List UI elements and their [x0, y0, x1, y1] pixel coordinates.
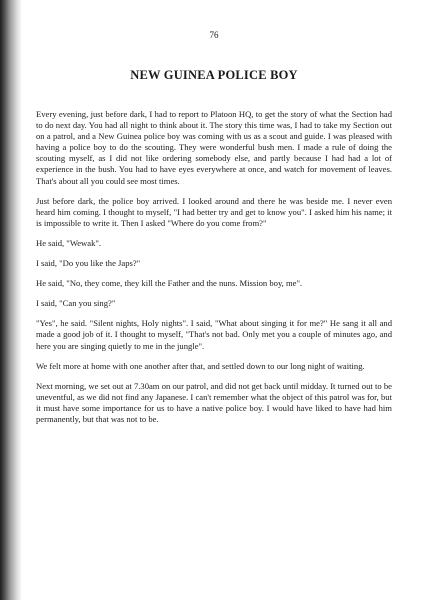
paragraph: He said, "No, they come, they kill the Father and the nuns. Mission boy, me".	[36, 278, 303, 289]
paragraph: He said, "Wewak".	[36, 237, 102, 248]
paragraph: We felt more at home with one another after that, and settled down to our long night of waiting.	[36, 360, 365, 371]
paragraph: I said, "Can you sing?"	[36, 298, 116, 309]
paragraph: Just before dark, the police boy arrived. I looked around and there he was beside me. I never even heard him coming. I thought to myself, "I had better try and get to know you". I asked him his name; it is impossible to write it. Then I asked "Where do you come from?"	[36, 195, 392, 228]
paragraph: Every evening, just before dark, I had to report to Platoon HQ, to get the story of what the Section had to do next day. You had all night to think about it. The story this time was, I had to take my Section out on a patrol, and a New Guinea police boy was coming with us as a scout and guide. I was pleased with having a police boy to do the scouting. They were wonderful bush men. I made a rule of doing the scouting myself, as I did not like ordering somebody else, and partly because I had had a lot of experience in the bush. You had to have eyes everywhere at once, and watch for movement of leaves. That's about all you could see most times.	[36, 109, 392, 186]
chapter-title: NEW GUINEA POLICE BOY	[130, 68, 298, 82]
body-text	[36, 109, 392, 425]
paragraph: I said, "Do you like the Japs?"	[36, 258, 141, 269]
page-number: 76	[209, 30, 219, 40]
binding-shadow	[0, 0, 22, 600]
paragraph: Next morning, we set out at 7.30am on our patrol, and did not get back until midday. It turned out to be uneventful, as we did not find any Japanese. I can't remember what the object of this patrol was for, but it must have some importance for us to have a native police boy. I would have liked to have had him permanently, but that was not to be.	[36, 380, 392, 424]
paragraph: "Yes", he said. "Silent nights, Holy nights". I said, "What about singing it for me?" He sang it all and made a good job of it. I thought to myself, "That's not bad. Only met you a couple of minutes ago, and here you are singing quietly to me in the jungle".	[36, 318, 392, 351]
book-page	[36, 30, 392, 434]
